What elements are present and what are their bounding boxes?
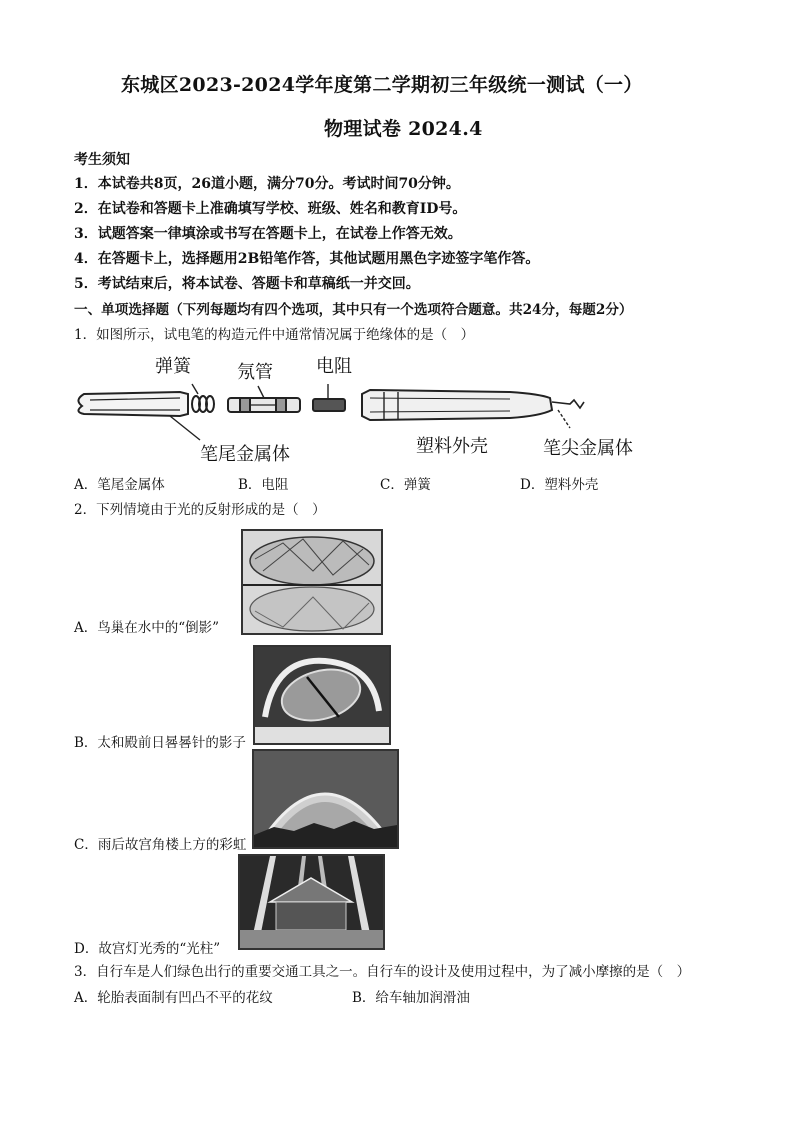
label-tip-metal: 笔尖金属体 [543, 438, 633, 459]
question-1-text: 1．如图所示，试电笔的构造元件中通常情况属于绝缘体的是（ ） [74, 327, 475, 343]
label-resistor: 电阻 [316, 356, 352, 377]
q3-option-a: A．轮胎表面制有凹凸不平的花纹 [74, 990, 273, 1006]
q2-option-a: A．鸟巢在水中的“倒影” [74, 620, 220, 636]
page-subtitle: 物理试卷 2024.4 [324, 118, 483, 140]
label-neon-tube: 氖管 [237, 362, 273, 383]
notice-item-5: 5．考试结束后，将本试卷、答题卡和草稿纸一并交回。 [74, 276, 420, 292]
label-spring: 弹簧 [155, 356, 191, 377]
label-plastic-shell: 塑料外壳 [416, 436, 488, 457]
question-3-text: 3．自行车是人们绿色出行的重要交通工具之一。自行车的设计及使用过程中，为了减小摩擦的是（ ） [74, 964, 691, 980]
photo-sundial [253, 645, 391, 745]
notice-item-1: 1．本试卷共8页，26道小题，满分70分。考试时间70分钟。 [74, 176, 460, 192]
notice-item-3: 3．试题答案一律填涂或书写在答题卡上，在试卷上作答无效。 [74, 226, 462, 242]
question-2-text: 2．下列情境由于光的反射形成的是（ ） [74, 502, 326, 518]
photo-birds-nest-reflection [241, 529, 383, 635]
q2-option-c: C．雨后故宫角楼上方的彩虹 [74, 837, 247, 853]
photo-rainbow [252, 749, 399, 849]
section-heading: 一、单项选择题（下列每题均有四个选项，其中只有一个选项符合题意。共24分，每题2分） [74, 302, 633, 318]
notice-item-4: 4．在答题卡上，选择题用2B铅笔作答，其他试题用黑色字迹签字笔作答。 [74, 251, 540, 267]
notice-item-2: 2．在试卷和答题卡上准确填写学校、班级、姓名和教育ID号。 [74, 201, 467, 217]
photo-light-columns [238, 854, 385, 950]
q1-option-d: D．塑料外壳 [520, 477, 599, 493]
q1-option-a: A．笔尾金属体 [74, 477, 165, 493]
q1-option-c: C．弹簧 [380, 477, 431, 493]
q1-option-b: B．电阻 [238, 477, 289, 493]
q3-option-b: B．给车轴加润滑油 [352, 990, 470, 1006]
page-title: 东城区2023-2024学年度第二学期初三年级统一测试（一） [121, 74, 643, 96]
notice-heading: 考生须知 [74, 152, 130, 168]
label-tail-metal: 笔尾金属体 [200, 444, 290, 465]
q2-option-b: B．太和殿前日晷晷针的影子 [74, 735, 246, 751]
q2-option-d: D．故宫灯光秀的“光柱” [74, 941, 221, 957]
